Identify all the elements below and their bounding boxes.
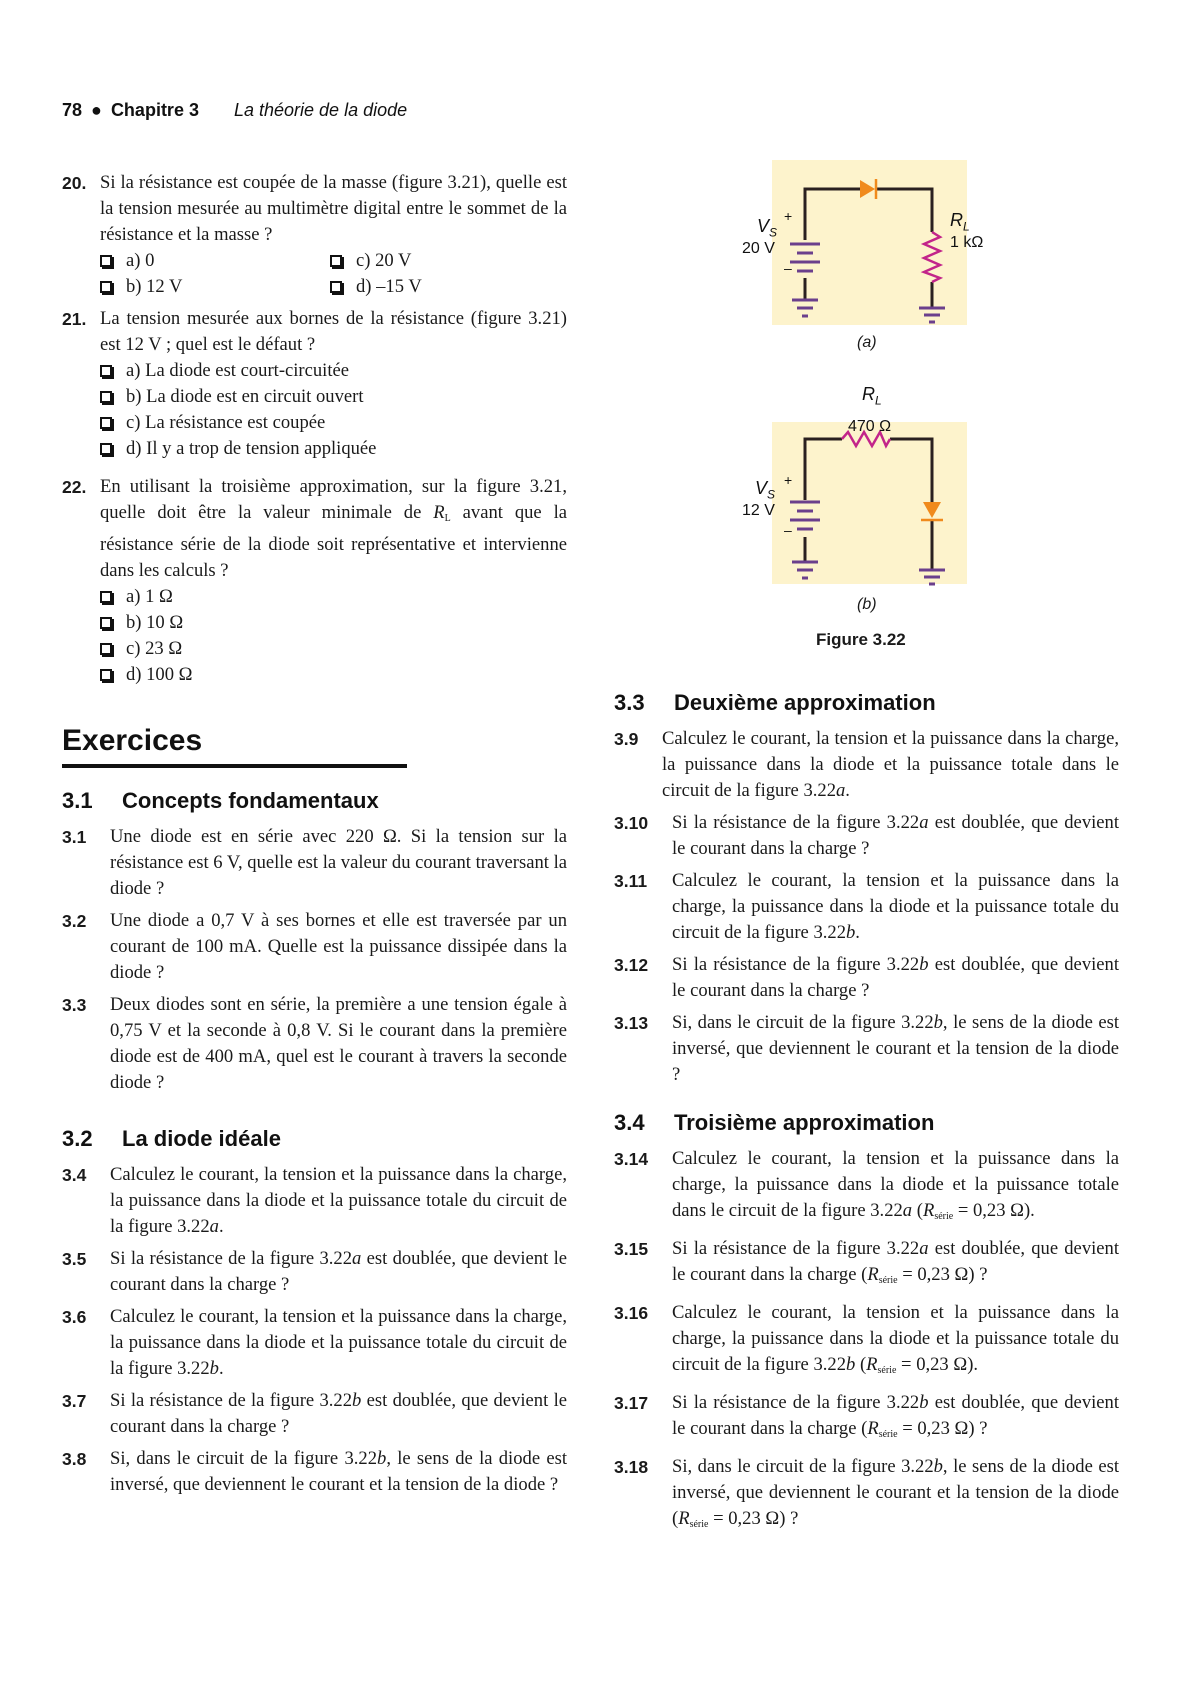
series-resistance: ($R_{série} = 0,23$ Ω).	[859, 1354, 979, 1376]
section-3-3	[614, 690, 1119, 1094]
section-heading: 3.4 Troisième approximation	[614, 1110, 935, 1135]
question-number: 20.	[62, 173, 87, 193]
variable: R	[922, 1200, 935, 1221]
exercise-item: 3.17 Si la résistance de la figure 3.22b est doublée, que devient le courant dans la charge ($R_{série} = 0,23$ Ω) ?	[614, 1392, 1119, 1440]
option-checkbox[interactable]: d) Il y a trop de tension appliquée	[100, 436, 567, 462]
section-3-2	[62, 1126, 567, 1504]
resistor-value: 1 kΩ	[950, 234, 984, 251]
figure-3-22b	[740, 384, 1000, 592]
question-text: En utilisant la troisième approximation, sur la figure 3.21, quelle doit être la valeur minimale de $R_L$ avant que la résistance série de la diode soit représentative et intervienne dans les calculs ?	[100, 476, 568, 581]
exercise-item: 3.12 Si la résistance de la figure 3.22b est doublée, que devient le courant dans la charge ?	[614, 954, 1119, 1001]
question-options	[100, 248, 567, 300]
resistor-value: 470 Ω	[848, 418, 892, 435]
section-3-4	[614, 1110, 1119, 1544]
resistor-label: $R_L$	[862, 384, 882, 408]
checkbox-icon[interactable]	[100, 591, 112, 603]
question-options	[100, 358, 567, 462]
checkbox-icon[interactable]	[100, 365, 112, 377]
checkbox-icon[interactable]	[100, 417, 112, 429]
question-number: 22.	[62, 477, 87, 497]
checkbox-icon[interactable]	[100, 391, 112, 403]
chapter-title: La théorie de la diode	[233, 100, 408, 120]
checkbox-icon[interactable]	[100, 617, 112, 629]
exercises-heading: Exercices	[62, 724, 203, 757]
figure-a-caption: (a)	[857, 334, 877, 351]
subscript: série	[934, 1211, 954, 1222]
variable: R	[867, 1264, 879, 1285]
exercise-item: 3.4 Calculez le courant, la tension et la puissance dans la charge, la puissance dans la diode et la puissance totale du circuit de la figure 3.22a.	[62, 1164, 567, 1237]
question-options	[100, 584, 567, 688]
checkbox-icon[interactable]	[100, 255, 112, 267]
subscript: série	[877, 1365, 897, 1376]
exercise-item: 3.18 Si, dans le circuit de la figure 3.22b, le sens de la diode est inversé, que deviennent le courant et la tension de la diode ($R_{série} = 0,23$ Ω) ?	[614, 1456, 1119, 1530]
checkbox-icon[interactable]	[100, 281, 112, 293]
option-checkbox[interactable]: d) 100 Ω	[100, 662, 567, 688]
source-value: 20 V	[742, 240, 775, 257]
option-checkbox[interactable]: a) La diode est court-circuitée	[100, 358, 567, 384]
exercise-item: 3.6 Calculez le courant, la tension et la puissance dans la charge, la puissance dans la diode et la puissance totale du circuit de la figure 3.22b.	[62, 1306, 567, 1379]
question-text: Si la résistance est coupée de la masse (figure 3.21), quelle est la tension mesurée au multimètre digital entre le sommet de la résistance et la masse ?	[100, 172, 567, 245]
section-3-1	[62, 788, 567, 1102]
exercise-item: 3.1 Une diode est en série avec 220 Ω. Si la tension sur la résistance est 6 V, quelle est la valeur du courant traversant la diode ?	[62, 826, 567, 899]
running-header	[62, 100, 407, 121]
exercise-item: 3.8 Si, dans le circuit de la figure 3.22b, le sens de la diode est inversé, que deviennent le courant et la tension de la diode ?	[62, 1448, 568, 1495]
plus-sign: +	[784, 208, 793, 224]
minus-sign: –	[784, 522, 792, 538]
exercise-item: 3.14 Calculez le courant, la tension et la puissance dans la charge, la puissance dans la diode et la puissance totale dans le circuit de la figure 3.22a ($R_{série} = 0,23$ Ω).	[614, 1148, 1119, 1222]
exercise-item: 3.5 Si la résistance de la figure 3.22a est doublée, que devient le courant dans la charge ?	[62, 1248, 567, 1295]
exercise-item: 3.7 Si la résistance de la figure 3.22b est doublée, que devient le courant dans la charge ?	[62, 1390, 567, 1437]
exercise-item: 3.15 Si la résistance de la figure 3.22a est doublée, que devient le courant dans la charge ($R_{série} = 0,23$ Ω) ?	[614, 1238, 1119, 1286]
figure-caption: Figure 3.22	[816, 630, 906, 649]
option-checkbox[interactable]: b) 10 Ω	[100, 610, 567, 636]
question-number: 21.	[62, 309, 87, 329]
series-resistance: ($R_{série} = 0,23$ Ω) ?	[861, 1418, 988, 1440]
option-checkbox[interactable]: a) 0	[100, 248, 330, 274]
question-22	[62, 474, 567, 688]
variable: R	[867, 1418, 879, 1439]
option-checkbox[interactable]: c) 20 V	[330, 248, 560, 274]
section-heading: 3.1 Concepts fondamentaux	[62, 788, 379, 813]
source-label: $V_S$	[757, 216, 778, 240]
subscript: série	[689, 1519, 709, 1530]
variable: R	[866, 1354, 878, 1375]
subscript: série	[878, 1429, 898, 1440]
figure-b-caption: (b)	[857, 596, 877, 613]
chapter-label: Chapitre 3	[110, 100, 199, 120]
subscript: série	[878, 1275, 898, 1286]
exercise-item: 3.2 Une diode a 0,7 V à ses bornes et elle est traversée par un courant de 100 mA. Quelle est la puissance dissipée dans la diode ?	[62, 910, 567, 983]
minus-sign: –	[784, 260, 792, 276]
series-resistance: ($R_{série} = 0,23$ Ω).	[916, 1200, 1035, 1222]
page-number: 78	[62, 100, 83, 120]
exercise-item: 3.10 Si la résistance de la figure 3.22a est doublée, que devient le courant dans la charge ?	[614, 812, 1119, 859]
checkbox-icon[interactable]	[100, 443, 112, 455]
resistor-label: $R_L$	[950, 210, 970, 234]
source-value: 12 V	[742, 502, 775, 519]
bullet-icon: ●	[91, 100, 102, 120]
plus-sign: +	[784, 472, 793, 488]
question-text: La tension mesurée aux bornes de la résistance (figure 3.21) est 12 V ; quel est le défaut ?	[100, 308, 567, 355]
option-checkbox[interactable]: c) 23 Ω	[100, 636, 567, 662]
questions-column	[62, 170, 567, 692]
checkbox-icon[interactable]	[100, 643, 112, 655]
series-resistance: ($R_{série} = 0,23$ Ω) ?	[861, 1264, 988, 1286]
exercise-item: 3.11 Calculez le courant, la tension et la puissance dans la charge, la puissance dans la diode et la puissance totale du circuit de la figure 3.22b.	[614, 870, 1119, 943]
variable: R	[678, 1508, 690, 1529]
option-checkbox[interactable]: d) –15 V	[330, 274, 560, 300]
section-heading: 3.3 Deuxième approximation	[614, 690, 936, 715]
option-checkbox[interactable]: b) La diode est en circuit ouvert	[100, 384, 567, 410]
exercise-item: 3.9 Calculez le courant, la tension et la puissance dans la charge, la puissance dans la diode et la puissance totale dans le circuit de la figure 3.22a.	[614, 728, 1119, 801]
option-checkbox[interactable]: c) La résistance est coupée	[100, 410, 567, 436]
option-checkbox[interactable]: a) 1 Ω	[100, 584, 567, 610]
exercise-item: 3.16 Calculez le courant, la tension et la puissance dans la charge, la puissance dans la diode et la puissance totale du circuit de la figure 3.22b ($R_{série} = 0,23$ Ω).	[614, 1302, 1119, 1376]
exercise-item: 3.13 Si, dans le circuit de la figure 3.22b, le sens de la diode est inversé, que deviennent le courant et la tension de la diode ?	[614, 1012, 1119, 1085]
checkbox-icon[interactable]	[330, 255, 342, 267]
checkbox-icon[interactable]	[100, 669, 112, 681]
source-label: $V_S$	[755, 478, 776, 502]
section-heading: 3.2 La diode idéale	[62, 1126, 281, 1151]
exercise-item: 3.3 Deux diodes sont en série, la première a une tension égale à 0,75 V et la seconde à 0,8 V. Si le courant dans la première diode est de 400 mA, quel est le courant à travers la seconde diode ?	[62, 994, 567, 1093]
option-checkbox[interactable]: b) 12 V	[100, 274, 330, 300]
series-resistance: ($R_{série} = 0,23$ Ω) ?	[672, 1508, 799, 1530]
question-21	[62, 306, 567, 462]
question-20	[62, 170, 567, 300]
figure-3-22a	[740, 160, 1000, 330]
checkbox-icon[interactable]	[330, 281, 342, 293]
heading-rule	[62, 764, 407, 768]
